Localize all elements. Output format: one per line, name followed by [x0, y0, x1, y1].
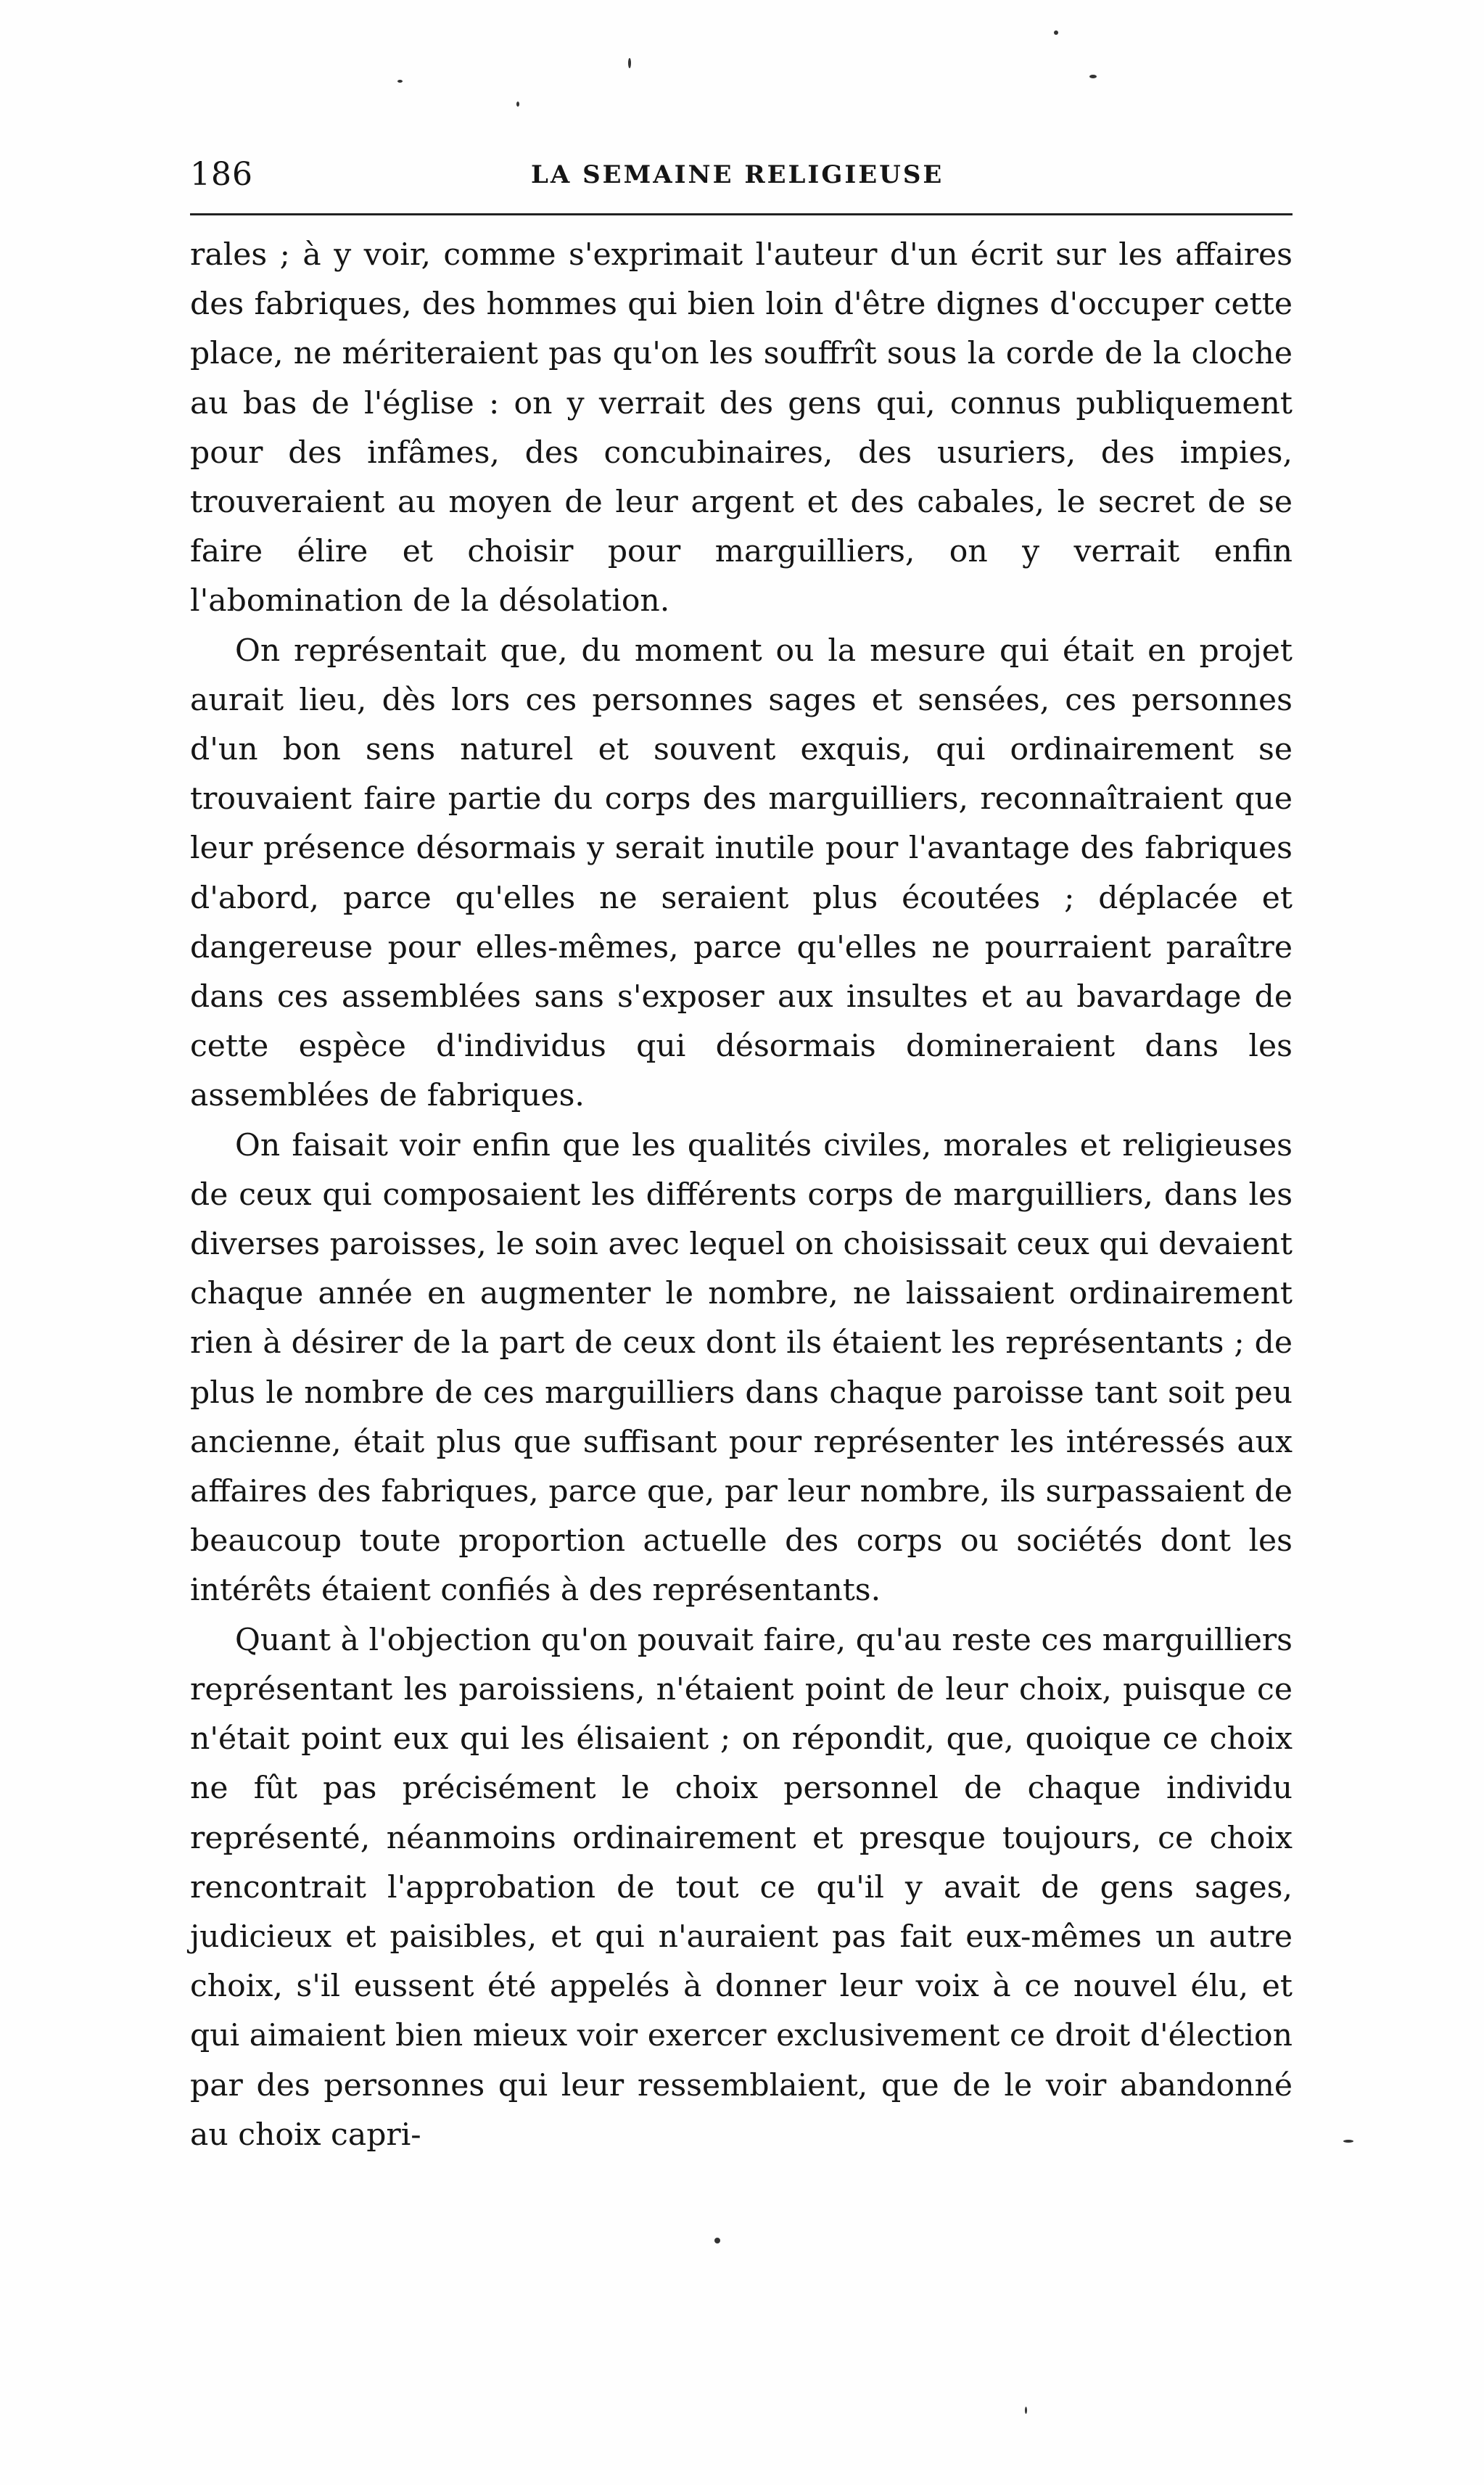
scan-speck [1089, 75, 1097, 78]
scan-speck [714, 2238, 720, 2243]
scan-speck [628, 58, 631, 68]
page-header [190, 156, 1293, 199]
paragraph: On faisait voir enfin que les qualités civiles, morales et religieuses de ceux qui composaient les différents corps de marguilliers, dans les diverses paroisses, le soin avec lequel on choisissait ceux qui devaient chaque année en augmenter le nombre, ne laissaient ordinairement rien à désirer de la part de ceux dont ils étaient les représentants ; de plus le nombre de ces marguilliers dans chaque paroisse tant soit peu ancienne, était plus que suffisant pour représenter les intéressés aux affaires des fabriques, parce que, par leur nombre, ils surpassaient de beaucoup toute proportion actuelle des corps ou sociétés dont les intérêts étaient confiés à des représentants. [190, 1127, 1293, 1609]
header-rule [190, 213, 1293, 215]
scan-speck [1054, 30, 1058, 35]
paragraph-continued: rales ; à y voir, comme s'exprimait l'auteur d'un écrit sur les affaires des fabriques, des hommes qui bien loin d'être dignes d'occuper cette place, ne mériteraient pas qu'on les souffrît sous la corde de la cloche au bas de l'église : on y verrait des gens qui, connus publiquement pour des infâmes, des concubinaires, des usuriers, des impies, trouveraient au moyen de leur argent et des cabales, le secret de se faire élire et choisir pour marguilliers, on y verrait enfin l'abomination de la désolation. [190, 237, 1293, 619]
page-number: 186 [190, 156, 253, 193]
paragraph: On représentait que, du moment ou la mesure qui était en projet aurait lieu, dès lors ces personnes sages et sensées, ces personnes d'un bon sens naturel et souvent exquis, qui ordinairement se trouvaient faire partie du corps des marguilliers, reconnaîtraient que leur présence désormais y serait inutile pour l'avantage des fabriques d'abord, parce qu'elles ne seraient plus écoutées ; déplacée et dangereuse pour elles-mêmes, parce qu'elles ne pourraient paraître dans ces assemblées sans s'exposer aux insultes et au bavardage de cette espèce d'individus qui désormais domineraient dans les assemblées de fabriques. [190, 632, 1293, 1114]
scan-speck [1343, 2140, 1353, 2143]
scan-speck [1025, 2407, 1027, 2414]
paragraph: Quant à l'objection qu'on pouvait faire, qu'au reste ces marguilliers représentant les paroissiens, n'étaient point de leur choix, puisque ce n'était point eux qui les élisaient ; on répondit, que, quoique ce choix ne fût pas précisément le choix personnel de chaque individu représenté, néanmoins ordinairement et presque toujours, ce choix rencontrait l'approbation de tout ce qu'il y avait de gens sages, judicieux et paisibles, et qui n'auraient pas fait eux-mêmes un autre choix, s'il eussent été appelés à donner leur voix à ce nouvel élu, et qui aimaient bien mieux voir exercer exclusivement ce droit d'élection par des personnes qui leur ressemblaient, que de le voir abandonné au choix capri- [190, 1622, 1293, 2153]
running-title: LA SEMAINE RELIGIEUSE [531, 160, 944, 189]
scan-speck [516, 102, 519, 107]
body-text [190, 231, 1293, 2160]
scan-speck [397, 80, 403, 83]
